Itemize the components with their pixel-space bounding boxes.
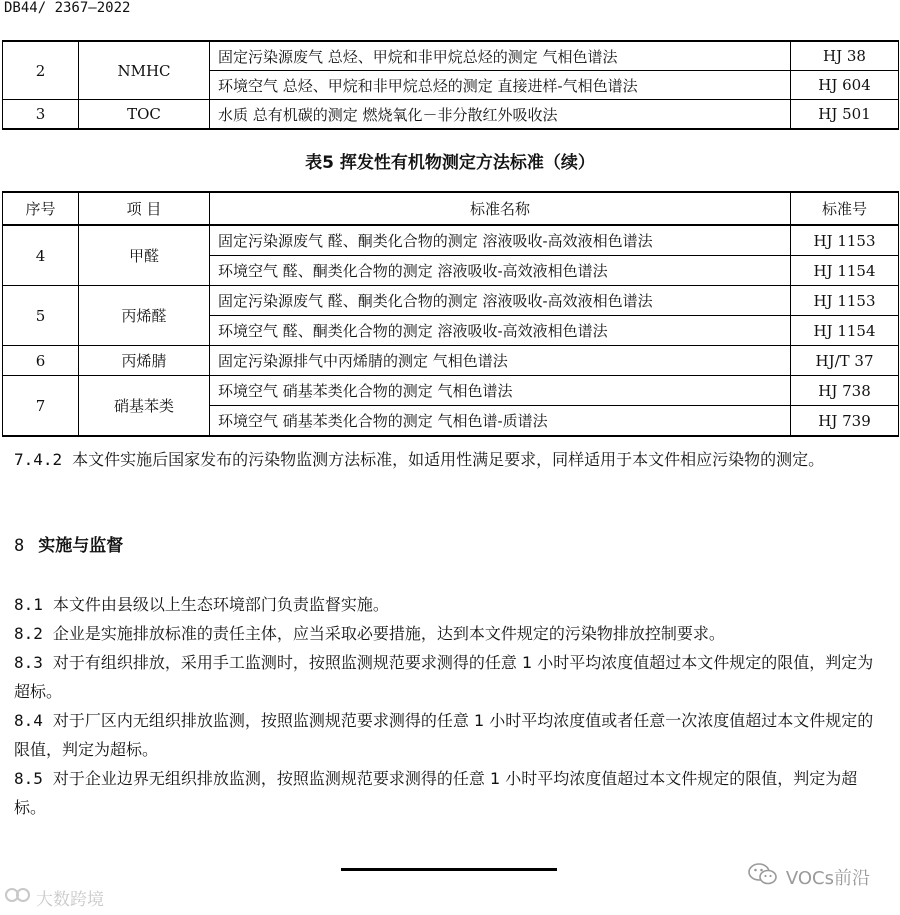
standard-code: HJ 38 bbox=[791, 41, 899, 71]
clause-text: 对于厂区内无组织排放监测，按照监测规范要求测得的任意 1 小时平均浓度值或者任意一次浓度值超过本文件规定的限值，判定为超标。 bbox=[14, 711, 874, 759]
standard-name: 环境空气 硝基苯类化合物的测定 气相色谱-质谱法 bbox=[210, 406, 791, 437]
clause-number: 8.4 bbox=[14, 711, 43, 730]
standard-name: 环境空气 总烃、甲烷和非甲烷总烃的测定 直接进样-气相色谱法 bbox=[210, 71, 791, 100]
standard-code: HJ 738 bbox=[791, 376, 899, 406]
table-continued-top bbox=[2, 40, 899, 130]
clause-text: 对于企业边界无组织排放监测，按照监测规范要求测得的任意 1 小时平均浓度值超过本文件规定的限值，判定为超标。 bbox=[14, 769, 858, 817]
header-code: 标准号 bbox=[791, 192, 899, 225]
clause-number: 8.2 bbox=[14, 624, 43, 643]
standard-name: 固定污染源排气中丙烯腈的测定 气相色谱法 bbox=[210, 346, 791, 376]
table5-caption: 表5 挥发性有机物测定方法标准（续） bbox=[305, 153, 595, 173]
row-number: 6 bbox=[3, 346, 79, 376]
standard-code: HJ 739 bbox=[791, 406, 899, 437]
watermark-right-text: VOCs前沿 bbox=[785, 867, 870, 889]
header-no: 序号 bbox=[3, 192, 79, 225]
row-item: TOC bbox=[79, 100, 210, 130]
standard-name: 固定污染源废气 醛、酮类化合物的测定 溶液吸收-高效液相色谱法 bbox=[210, 286, 791, 316]
table5 bbox=[2, 191, 899, 437]
clause-8-1 bbox=[14, 590, 888, 619]
row-item: NMHC bbox=[79, 41, 210, 100]
clause-text: 对于有组织排放，采用手工监测时，按照监测规范要求测得的任意 1 小时平均浓度值超过本文件规定的限值，判定为超标。 bbox=[14, 653, 874, 701]
clause-text: 本文件由县级以上生态环境部门负责监督实施。 bbox=[52, 595, 389, 614]
section-number: 8 bbox=[14, 536, 25, 556]
clause-text: 企业是实施排放标准的责任主体，应当采取必要措施，达到本文件规定的污染物排放控制要求。 bbox=[52, 624, 725, 643]
row-item: 甲醛 bbox=[79, 225, 210, 286]
row-number: 3 bbox=[3, 100, 79, 130]
clause-8-4 bbox=[14, 706, 888, 764]
row-number: 5 bbox=[3, 286, 79, 346]
table-row bbox=[3, 346, 899, 376]
standard-code: HJ 1154 bbox=[791, 316, 899, 346]
clause-8-5 bbox=[14, 764, 888, 822]
clause-number: 8.1 bbox=[14, 595, 43, 614]
row-item: 丙烯醛 bbox=[79, 286, 210, 346]
standard-code: HJ 604 bbox=[791, 71, 899, 100]
clause-number: 8.3 bbox=[14, 653, 43, 672]
table-row bbox=[3, 376, 899, 406]
standard-name: 固定污染源废气 醛、酮类化合物的测定 溶液吸收-高效液相色谱法 bbox=[210, 225, 791, 256]
standard-code: HJ 1154 bbox=[791, 256, 899, 286]
row-number: 2 bbox=[3, 41, 79, 100]
watermark-left bbox=[4, 885, 104, 910]
standard-name: 环境空气 硝基苯类化合物的测定 气相色谱法 bbox=[210, 376, 791, 406]
row-item: 丙烯腈 bbox=[79, 346, 210, 376]
table-row bbox=[3, 41, 899, 71]
document-code: DB44/ 2367—2022 bbox=[4, 0, 131, 16]
brand-logo-icon bbox=[4, 885, 32, 910]
row-number: 4 bbox=[3, 225, 79, 286]
clause-7-4-2 bbox=[14, 445, 888, 474]
standard-name: 固定污染源废气 总烃、甲烷和非甲烷总烃的测定 气相色谱法 bbox=[210, 41, 791, 71]
table-header-row bbox=[3, 192, 899, 225]
row-number: 7 bbox=[3, 376, 79, 437]
wechat-icon bbox=[748, 862, 778, 891]
standard-name: 水质 总有机碳的测定 燃烧氧化－非分散红外吸收法 bbox=[210, 100, 791, 130]
watermark-right bbox=[748, 862, 870, 891]
table-row bbox=[3, 100, 899, 130]
standard-code: HJ 1153 bbox=[791, 225, 899, 256]
standard-code: HJ/T 37 bbox=[791, 346, 899, 376]
standard-name: 环境空气 醛、酮类化合物的测定 溶液吸收-高效液相色谱法 bbox=[210, 316, 791, 346]
clause-8-3 bbox=[14, 648, 888, 706]
clause-number: 8.5 bbox=[14, 769, 43, 788]
standard-code: HJ 1153 bbox=[791, 286, 899, 316]
end-rule bbox=[341, 868, 557, 871]
clause-8-2 bbox=[14, 619, 888, 648]
row-item: 硝基苯类 bbox=[79, 376, 210, 437]
header-item: 项 目 bbox=[79, 192, 210, 225]
table-row bbox=[3, 286, 899, 316]
watermark-left-text: 大数跨境 bbox=[36, 890, 104, 910]
section-8-heading bbox=[14, 531, 123, 556]
standard-code: HJ 501 bbox=[791, 100, 899, 130]
header-name: 标准名称 bbox=[210, 192, 791, 225]
table-row bbox=[3, 225, 899, 256]
clause-text: 本文件实施后国家发布的污染物监测方法标准，如适用性满足要求，同样适用于本文件相应污染物的测定。 bbox=[72, 450, 825, 469]
clause-number: 7.4.2 bbox=[14, 450, 63, 469]
standard-name: 环境空气 醛、酮类化合物的测定 溶液吸收-高效液相色谱法 bbox=[210, 256, 791, 286]
section-title: 实施与监督 bbox=[38, 536, 124, 556]
